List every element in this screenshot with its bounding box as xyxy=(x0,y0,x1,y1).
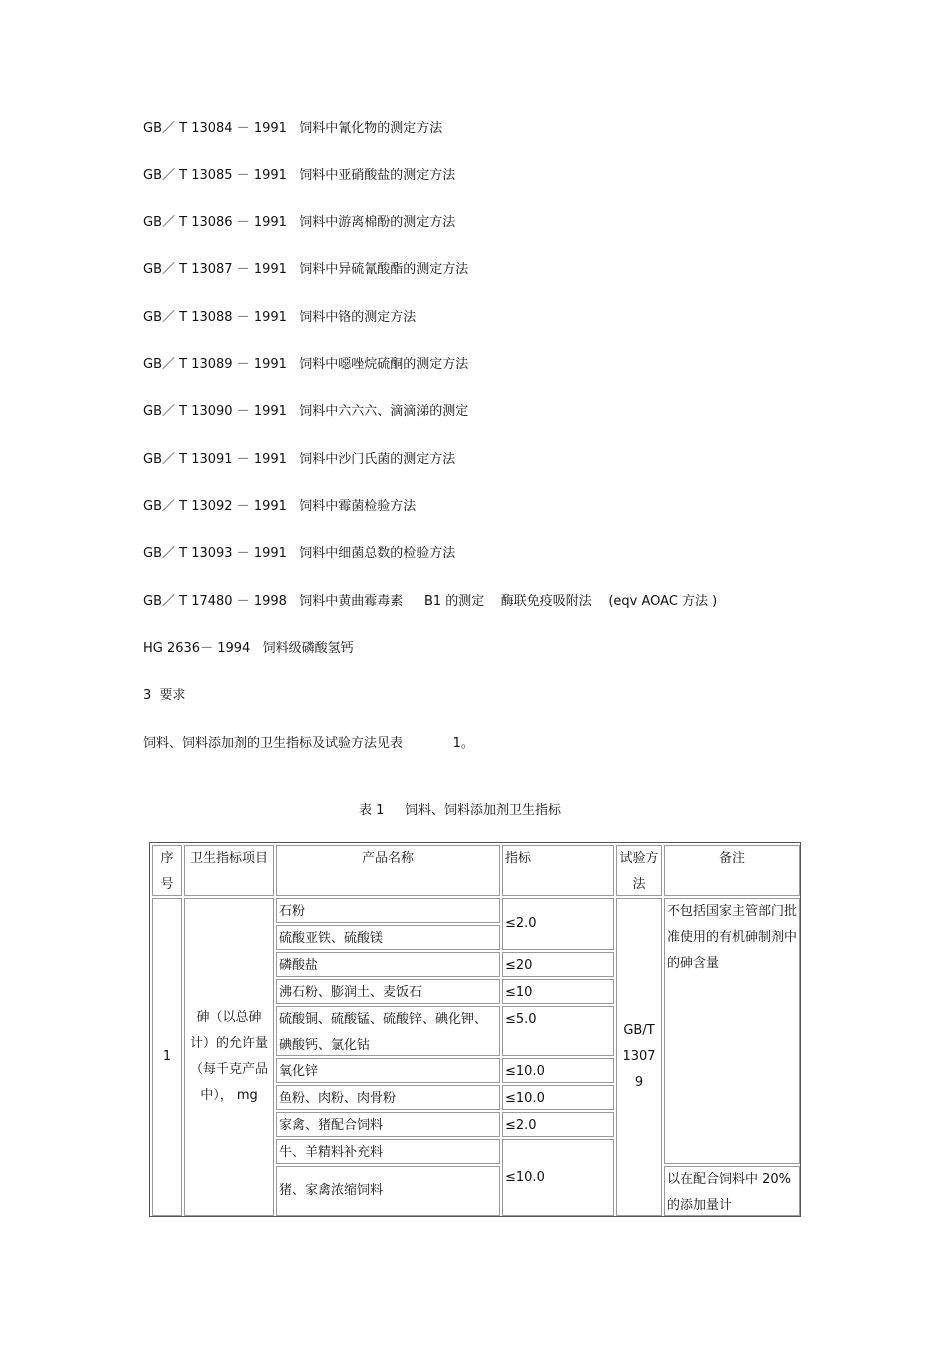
index-cell: ≤2.0 xyxy=(502,1112,614,1137)
note-cell: 不包括国家主管部门批准使用的有机砷制剂中的砷含量 xyxy=(664,898,800,1164)
header-product: 产品名称 xyxy=(276,845,500,896)
index-cell: ≤2.0 xyxy=(502,898,614,950)
reference-item: GB／ T 13090 － 1991 饲料中六六六、滴滴涕的测定 xyxy=(143,404,469,419)
index-cell: ≤20 xyxy=(502,952,614,977)
reference-item: GB／ T 13089 － 1991 饲料中噁唑烷硫酮的测定方法 xyxy=(143,357,469,372)
product-cell: 鱼粉、肉粉、肉骨粉 xyxy=(276,1085,500,1110)
row-method: GB/T 13079 xyxy=(616,898,662,1216)
reference-item: GB／ T 13093 － 1991 饲料中细菌总数的检验方法 xyxy=(143,546,456,561)
section-heading: 3 要求 xyxy=(143,688,186,703)
header-seq: 序号 xyxy=(152,845,182,896)
note-cell: 以在配合饲料中 20%的添加量计 xyxy=(664,1166,800,1216)
index-cell: ≤10.0 xyxy=(502,1139,614,1216)
header-note: 备注 xyxy=(664,845,800,896)
product-cell: 石粉 xyxy=(276,898,500,923)
reference-item: GB／ T 13085 － 1991 饲料中亚硝酸盐的测定方法 xyxy=(143,168,456,183)
reference-item: HG 2636－ 1994 饲料级磷酸氢钙 xyxy=(143,641,354,656)
reference-item: GB／ T 13087 － 1991 饲料中异硫氰酸酯的测定方法 xyxy=(143,262,469,277)
reference-item: GB／ T 13091 － 1991 饲料中沙门氏菌的测定方法 xyxy=(143,452,456,467)
product-cell: 氧化锌 xyxy=(276,1058,500,1083)
row-item: 砷（以总砷计）的允许量（每千克产品中）， mg xyxy=(184,898,274,1216)
reference-item: GB／ T 13092 － 1991 饲料中霉菌检验方法 xyxy=(143,499,417,514)
index-cell: ≤5.0 xyxy=(502,1006,614,1056)
header-index: 指标 xyxy=(502,845,614,896)
product-cell: 磷酸盐 xyxy=(276,952,500,977)
product-cell: 牛、羊精料补充料 xyxy=(276,1139,500,1164)
header-method: 试验方法 xyxy=(616,845,662,896)
reference-item: GB／ T 17480 － 1998 饲料中黄曲霉毒素 B1 的测定 酶联免疫吸附法 (eqv AOAC 方法 ) xyxy=(143,594,718,609)
index-cell: ≤10 xyxy=(502,979,614,1004)
header-item: 卫生指标项目 xyxy=(184,845,274,896)
hygiene-index-table xyxy=(149,842,801,1217)
index-cell: ≤10.0 xyxy=(502,1085,614,1110)
product-cell: 硫酸铜、硫酸锰、硫酸锌、碘化钾、碘酸钙、氯化钴 xyxy=(276,1006,500,1056)
product-cell: 硫酸亚铁、硫酸镁 xyxy=(276,925,500,950)
reference-item: GB／ T 13088 － 1991 饲料中铬的测定方法 xyxy=(143,310,417,325)
row-seq: 1 xyxy=(152,898,182,1216)
product-cell: 沸石粉、膨润土、麦饭石 xyxy=(276,979,500,1004)
intro-paragraph: 饲料、饲料添加剂的卫生指标及试验方法见表 1。 xyxy=(143,736,474,751)
product-cell: 家禽、猪配合饲料 xyxy=(276,1112,500,1137)
table-caption: 表 1 饲料、饲料添加剂卫生指标 xyxy=(358,803,562,818)
reference-item: GB／ T 13084 － 1991 饲料中氰化物的测定方法 xyxy=(143,121,443,136)
index-cell: ≤10.0 xyxy=(502,1058,614,1083)
product-cell: 猪、家禽浓缩饲料 xyxy=(276,1166,500,1216)
reference-item: GB／ T 13086 － 1991 饲料中游离棉酚的测定方法 xyxy=(143,215,456,230)
